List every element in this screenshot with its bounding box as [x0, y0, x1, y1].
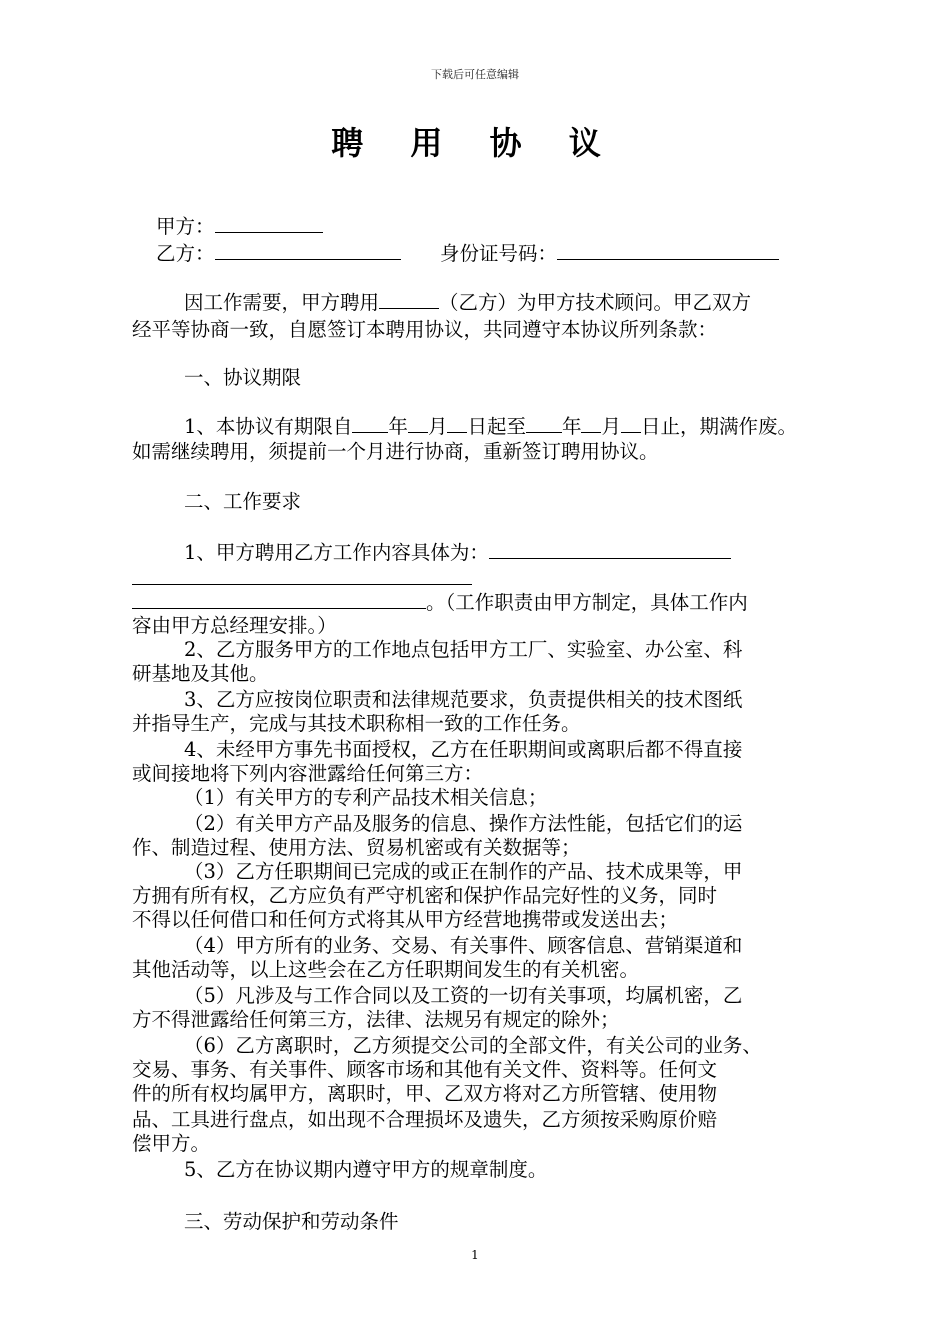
- s2-item-3-line-3: 不得以任何借口和任何方式将其从甲方经营地携带或发送出去；: [132, 908, 679, 931]
- id-number-line: [440, 241, 779, 266]
- s2-p1-text: 1、甲方聘用乙方工作内容具体为：: [184, 541, 489, 564]
- s2-p2-line-1: 2、乙方服务甲方的工作地点包括甲方工厂、实验室、办公室、科: [184, 638, 743, 661]
- s2-p1-line-4: 容由甲方总经理安排。）: [132, 614, 337, 637]
- end-label: 日止，期满作废。: [641, 415, 798, 438]
- start-day-blank[interactable]: [447, 414, 467, 433]
- work-content-blank-2[interactable]: [132, 566, 472, 585]
- s2-p1-line-3: [132, 590, 748, 615]
- s2-p2-line-2: 研基地及其他。: [132, 662, 269, 685]
- s2-item-6-line-2: 交易、事务、有关事件、顾客市场和其他有关文件、资料等。任何文: [132, 1058, 718, 1081]
- month-label: 月: [427, 415, 448, 438]
- s1-p1-text: 1、本协议有期限自: [184, 415, 353, 438]
- s2-item-2-line-1: （2）有关甲方产品及服务的信息、操作方法性能，包括它们的运: [184, 812, 743, 835]
- intro-line-1: [184, 290, 751, 315]
- party-a-label: 甲方：: [156, 215, 215, 238]
- section-2-heading: 二、工作要求: [184, 490, 302, 513]
- s1-p1-line-1: [184, 414, 797, 439]
- party-b-blank[interactable]: [215, 241, 401, 260]
- s2-p1-note: 。（工作职责由甲方制定，具体工作内: [426, 591, 748, 614]
- intro-text-a: 因工作需要，甲方聘用: [184, 291, 380, 314]
- work-content-blank-1[interactable]: [489, 540, 731, 559]
- s2-p1-line-1: [184, 540, 731, 565]
- s2-item-3-line-1: （3）乙方任职期间已完成的或正在制作的产品、技术成果等，甲: [184, 860, 743, 883]
- year-label: 年: [561, 415, 582, 438]
- year-label: 年: [388, 415, 408, 438]
- from-label: 日起至: [467, 415, 526, 438]
- s2-p5: 5、乙方在协议期内遵守甲方的规章制度。: [184, 1158, 548, 1181]
- s1-p1-line-2: 如需继续聘用，须提前一个月进行协商，重新签订聘用协议。: [132, 440, 659, 463]
- s2-item-3-line-2: 方拥有所有权，乙方应负有严守机密和保护作品完好性的义务，同时: [132, 884, 718, 907]
- id-number-label: 身份证号码：: [440, 242, 558, 265]
- s2-item-5-line-1: （5）凡涉及与工作合同以及工资的一切有关事项，均属机密，乙: [184, 984, 743, 1007]
- party-b-name-blank[interactable]: [379, 290, 439, 309]
- s2-item-4-line-2: 其他活动等，以上这些会在乙方任职期间发生的有关机密。: [132, 958, 640, 981]
- section-3-heading: 三、劳动保护和劳动条件: [184, 1210, 399, 1233]
- s2-p4-line-2: 或间接地将下列内容泄露给任何第三方：: [132, 762, 484, 785]
- s2-p1-line-2: [132, 566, 472, 591]
- end-day-blank[interactable]: [621, 414, 641, 433]
- party-a-line: [156, 214, 323, 239]
- page-number: 1: [471, 1248, 479, 1262]
- s2-p3-line-1: 3、乙方应按岗位职责和法律规范要求，负责提供相关的技术图纸: [184, 688, 743, 711]
- work-content-blank-3[interactable]: [132, 590, 426, 609]
- s2-item-2-line-2: 作、制造过程、使用方法、贸易机密或有关数据等；: [132, 836, 581, 859]
- s2-item-4-line-1: （4）甲方所有的业务、交易、有关事件、顾客信息、营销渠道和: [184, 934, 743, 957]
- party-b-label: 乙方：: [156, 242, 215, 265]
- s2-item-5-line-2: 方不得泄露给任何第三方，法律、法规另有规定的除外；: [132, 1008, 620, 1031]
- s2-item-6-line-4: 品、工具进行盘点，如出现不合理损坏及遗失，乙方须按采购原价赔: [132, 1108, 718, 1131]
- intro-text-b: （乙方）为甲方技术顾问。甲乙双方: [439, 291, 752, 314]
- end-year-blank[interactable]: [526, 414, 562, 433]
- party-a-blank[interactable]: [215, 214, 323, 233]
- page-header: 下载后可任意编辑: [431, 68, 519, 81]
- document-title: 聘 用 协 议: [331, 124, 619, 162]
- id-number-blank[interactable]: [557, 241, 779, 260]
- s2-p4-line-1: 4、未经甲方事先书面授权，乙方在任职期间或离职后都不得直接: [184, 738, 743, 761]
- end-month-blank[interactable]: [581, 414, 601, 433]
- s2-item-6-line-1: （6）乙方离职时，乙方须提交公司的全部文件，有关公司的业务、: [184, 1034, 762, 1057]
- s2-p3-line-2: 并指导生产，完成与其技术职称相一致的工作任务。: [132, 712, 581, 735]
- intro-line-2: 经平等协商一致，自愿签订本聘用协议，共同遵守本协议所列条款：: [132, 318, 718, 341]
- section-1-heading: 一、协议期限: [184, 366, 302, 389]
- s2-item-1: （1）有关甲方的专利产品技术相关信息；: [184, 786, 548, 809]
- month-label: 月: [601, 415, 621, 438]
- s2-item-6-line-3: 件的所有权均属甲方，离职时，甲、乙双方将对乙方所管辖、使用物: [132, 1082, 718, 1105]
- party-b-line: [156, 241, 401, 266]
- s2-item-6-line-5: 偿甲方。: [132, 1132, 211, 1155]
- start-month-blank[interactable]: [408, 414, 428, 433]
- start-year-blank[interactable]: [352, 414, 388, 433]
